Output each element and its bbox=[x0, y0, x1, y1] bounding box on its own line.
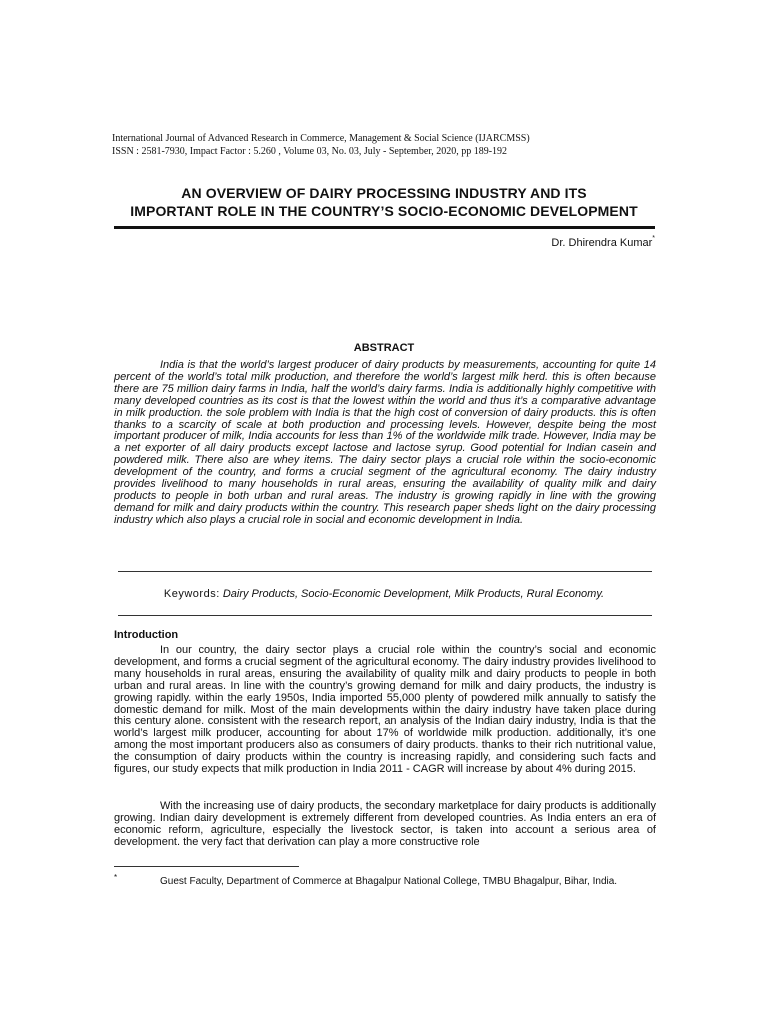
keywords-top-divider bbox=[118, 571, 652, 572]
journal-header bbox=[112, 132, 672, 158]
title-divider bbox=[114, 226, 655, 229]
introduction-paragraph-2: With the increasing use of dairy products, the secondary marketplace for dairy products is additionally growing. Indian dairy development is extremely different from developed countries. As India enters an era of economic reform, agriculture, especially the livestock sector, is taken into account a serious area of development. the very fact that derivation can play a more constructive role bbox=[114, 800, 656, 848]
author-footnote-mark: * bbox=[652, 235, 655, 242]
keywords-bottom-divider bbox=[118, 615, 652, 616]
paper-title bbox=[100, 184, 668, 220]
journal-name: International Journal of Advanced Research in Commerce, Management & Social Science (IJARCMSS) bbox=[112, 133, 530, 144]
journal-issn: ISSN : 2581-7930, Impact Factor : 5.260 , Volume 03, No. 03, July - September, 2020, pp 189-192 bbox=[112, 146, 508, 157]
footnote-text: Guest Faculty, Department of Commerce at Bhagalpur National College, TMBU Bhagalpur, Bihar, India. bbox=[160, 876, 618, 887]
keywords-text: Dairy Products, Socio-Economic Development, Milk Products, Rural Economy. bbox=[222, 588, 605, 600]
author-name: Dr. Dhirendra Kumar bbox=[551, 237, 653, 249]
title-line-1: AN OVERVIEW OF DAIRY PROCESSING INDUSTRY AND ITS bbox=[181, 185, 587, 201]
keywords-label: Keywords: bbox=[163, 588, 220, 600]
abstract-text: India is that the world’s largest producer of dairy products by measurements, accounting for quite 14 percent of the world’s total milk production, and therefore the world’s largest milk herd. this is often because there are 75 million dairy farms in India, half the world’s dairy farms. India is additionally highly competitive with many developed countries as its cost is that the lowest within the world and thus it’s a comparative advantage in milk production. the sole problem with India is that the high cost of conversion of dairy products. this is often thanks to a scarcity of scale at both production and processing levels. However, despite being the most important producer of milk, India accounts for less than 1% of the worldwide milk trade. However, India may be a net exporter of all dairy products except lactose and lactose syrup. Good potential for Indian casein and powdered milk. There also are whey items. The dairy sector plays a crucial role within the socio-economic development of the country, and forms a crucial segment of the agricultural economy. The dairy industry provides livelihood to many households in rural areas, ensuring the availability of quality milk and dairy products to people in both urban and rural areas. The industry is growing rapidly in line with the growing demand for milk and dairy products within the country. This research paper sheds light on the dairy processing industry which also plays a crucial role in social and economic development in India. bbox=[114, 359, 656, 526]
title-line-2: IMPORTANT ROLE IN THE COUNTRY’S SOCIO-ECONOMIC DEVELOPMENT bbox=[130, 203, 638, 219]
introduction-heading: Introduction bbox=[114, 629, 179, 641]
keywords bbox=[0, 588, 768, 600]
footnote-mark: * bbox=[114, 873, 118, 882]
introduction-paragraph-1: In our country, the dairy sector plays a crucial role within the country’s social and economic development, and forms a crucial segment of the agricultural economy. The dairy industry provides livelihood to many households in rural areas, ensuring the availability of quality milk and dairy products to people in both urban and rural areas. In line with the country’s growing demand for milk and dairy products, the industry is growing rapidly. within the early 1950s, India imported 55,000 plenty of powdered milk annually to satisfy the domestic demand for milk. Most of the main developments within the dairy industry have taken place during this century alone. consistent with the research report, an analysis of the Indian dairy industry, India is that the world’s largest milk producer, accounting for about 17% of worldwide milk production. additionally, it’s one among the most important producers also as consumers of dairy products. thanks to their rich nutritional value, the consumption of dairy products within the country is increasing rapidly, and considering such facts and figures, our study expects that milk production in India 2011 - CAGR will increase by about 4% during 2015. bbox=[114, 644, 656, 776]
abstract-heading: ABSTRACT bbox=[353, 342, 415, 354]
author bbox=[551, 237, 655, 249]
footnote-divider bbox=[114, 866, 299, 867]
